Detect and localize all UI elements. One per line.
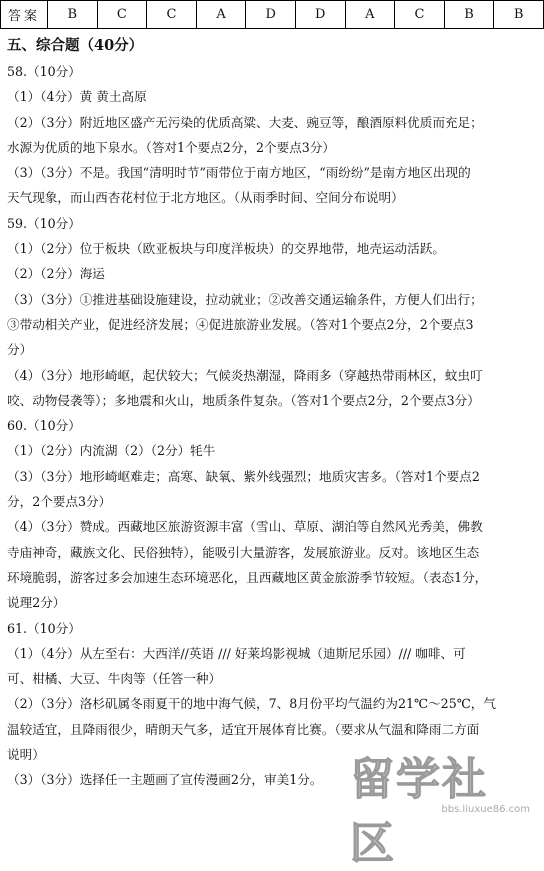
answer-cell: A	[196, 1, 246, 29]
answer-cell: C	[147, 1, 197, 29]
text-line: （4）（3分）赞成。西藏地区旅游资源丰富（雪山、草原、湖泊等自然风光秀美，佛教	[7, 519, 483, 535]
text-line: 水源为优质的地下泉水。（答对1个要点2分，2个要点3分）	[7, 139, 336, 155]
text-line: （2）（3分）洛杉矶属冬雨夏干的地中海气候，7、8月份平均气温约为21℃～25℃，气	[7, 696, 496, 712]
answer-cell: B	[48, 1, 98, 29]
answer-cell: D	[246, 1, 296, 29]
answer-cell: A	[345, 1, 395, 29]
answer-content	[7, 33, 539, 793]
text-line: （4）（3分）地形崎岖，起伏较大；气候炎热潮湿，降雨多（穿越热带雨林区，蚊虫叮	[7, 367, 483, 383]
text-line: 可、柑橘、大豆、牛肉等（任答一种）	[7, 671, 222, 687]
answer-cell: C	[395, 1, 445, 29]
text-line: （1）（2分）内流湖（2）（2分）牦牛	[7, 443, 216, 459]
text-line: （2）（2分）海运	[7, 266, 105, 282]
text-line: 寺庙神奇，藏族文化、民俗独特），能吸引大量游客，发展旅游业。反对。该地区生态	[7, 544, 480, 560]
section-title: 五、综合题（40分）	[7, 37, 144, 54]
text-line: 咬、动物侵袭等）；多地震和火山，地质条件复杂。（答对1个要点2分，2个要点3分）	[7, 392, 480, 408]
text-line: （1）（4分）从左至右：大西洋//英语 /// 好莱坞影视城（迪斯尼乐园）/// 咖啡、可	[7, 645, 466, 661]
answer-row-label: 答案	[1, 1, 48, 29]
text-line: （3）（3分）①推进基础设施建设，拉动就业；②改善交通运输条件，方便人们出行；	[7, 291, 483, 307]
text-line: ③带动相关产业，促进经济发展；④促进旅游业发展。（答对1个要点2分，2个要点3	[7, 316, 474, 332]
text-line: （1）（2分）位于板块（欧亚板块与印度洋板块）的交界地带，地壳运动活跃。	[7, 241, 445, 257]
text-line: 61.（10分）	[7, 620, 81, 636]
text-line: 59.（10分）	[7, 215, 81, 231]
text-line: 说理2分）	[7, 595, 66, 611]
text-line: （1）（4分）黄 黄土高原	[7, 89, 147, 105]
answer-cell: D	[295, 1, 345, 29]
text-line: 58.（10分）	[7, 64, 81, 79]
text-line: 分，2个要点3分）	[7, 494, 112, 510]
text-line: 60.（10分）	[7, 418, 81, 434]
text-line: （2）（3分）附近地区盛产无污染的优质高粱、大麦、豌豆等，酿酒原料优质而充足；	[7, 114, 483, 130]
answer-cell: B	[444, 1, 494, 29]
text-line: 分）	[7, 342, 33, 358]
text-line: 说明）	[7, 747, 45, 763]
text-line: 天气现象，而山西杏花村位于北方地区。（从雨季时间、空间分布说明）	[7, 190, 404, 206]
text-line: 温较适宜，且降雨很少，晴朗天气多，适宜开展体育比赛。（要求从气温和降雨二方面	[7, 721, 480, 737]
text-line: 环境脆弱，游客过多会加速生态环境恶化，且西藏地区黄金旅游季节较短。（表态1分，	[7, 569, 488, 585]
answer-cell: B	[494, 1, 544, 29]
text-line: （3）（3分）选择任一主题画了宣传漫画2分，审美1分。	[7, 772, 323, 788]
answer-cell: C	[97, 1, 147, 29]
answer-row	[1, 1, 544, 29]
watermark-url: bbs.liuxue86.com	[441, 804, 530, 815]
text-line: （3）（3分）地形崎岖难走；高寒、缺氧、紫外线强烈；地质灾害多。（答对1个要点2	[7, 468, 480, 484]
site-watermark	[350, 743, 540, 869]
text-line: （3）（3分）不是。我国“清明时节”雨带位于南方地区，“雨纷纷”是南方地区出现的	[7, 165, 471, 181]
watermark-logo-text: 留学社区	[350, 754, 488, 869]
answer-table	[0, 0, 544, 29]
